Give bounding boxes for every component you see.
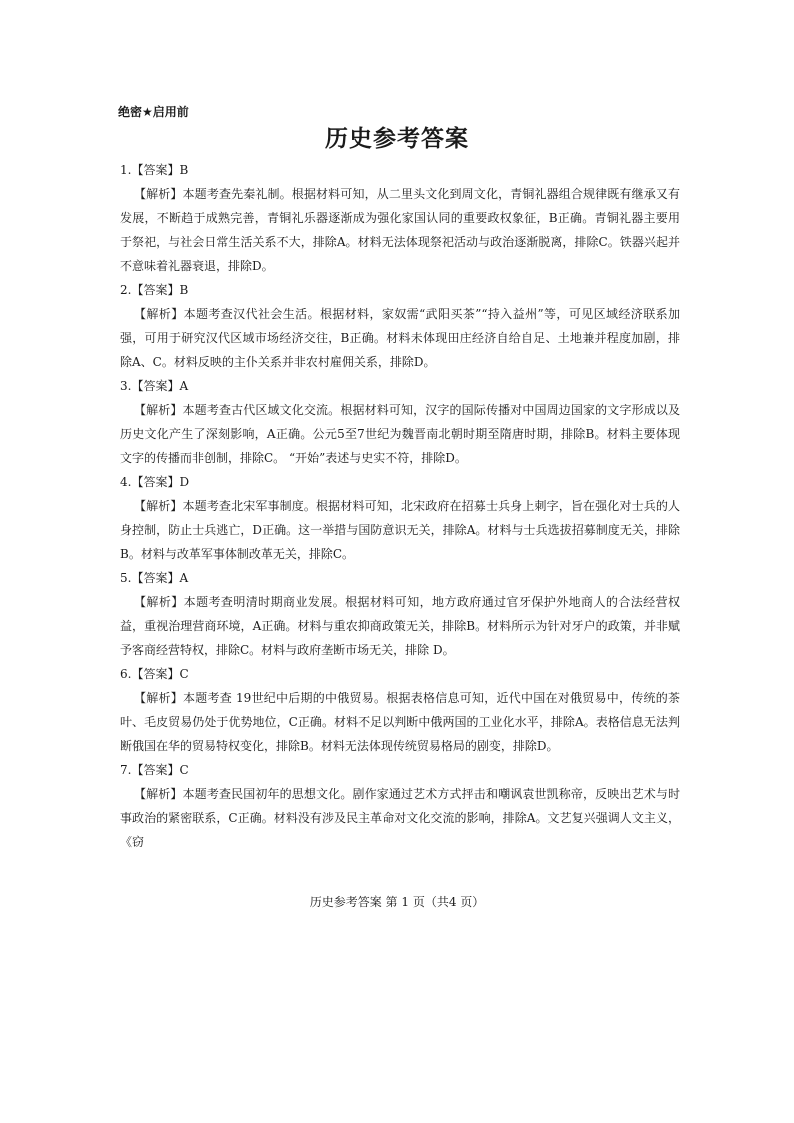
analysis-text: 【解析】本题考查明清时期商业发展。根据材料可知，地方政府通过官牙保护外地商人的合法经营权益，重视治理营商环境，A正确。材料与重农抑商政策无关，排除B。材料所示为针对牙户的政策，并非赋予客商经营特权，排除C。材料与政府垄断市场无关，排除 D。 bbox=[120, 595, 680, 657]
analysis-text: 【解析】本题考查汉代社会生活。根据材料，家奴需“武阳买茶”“持入益州”等，可见区域经济联系加强，可用于研究汉代区域市场经济交往，B正确。材料未体现田庄经济自给自足、土地兼并程度加剧，排除A、C。材料反映的主仆关系并非农村雇佣关系，排除D。 bbox=[120, 307, 680, 369]
question-4 bbox=[120, 470, 680, 566]
answer-line: 3.【答案】A bbox=[120, 379, 189, 393]
question-3 bbox=[120, 374, 680, 470]
analysis-text: 【解析】本题考查北宋军事制度。根据材料可知，北宋政府在招募士兵身上刺字，旨在强化对士兵的人身控制，防止士兵逃亡，D正确。这一举措与国防意识无关，排除A。材料与士兵选拔招募制度无关，排除B。材料与改革军事体制改革无关，排除C。 bbox=[120, 499, 680, 561]
question-2 bbox=[120, 278, 680, 374]
question-7 bbox=[120, 758, 680, 854]
question-6 bbox=[120, 662, 680, 758]
analysis-text: 【解析】本题考查 19世纪中后期的中俄贸易。根据表格信息可知，近代中国在对俄贸易中，传统的茶叶、毛皮贸易仍处于优势地位，C正确。材料不足以判断中俄两国的工业化水平，排除A。表格信息无法判断俄国在华的贸易特权变化，排除B。材料无法体现传统贸易格局的剧变，排除D。 bbox=[120, 691, 680, 753]
answer-line: 2.【答案】B bbox=[120, 283, 189, 297]
answer-list bbox=[120, 158, 680, 854]
analysis-text: 【解析】本题考查先秦礼制。根据材料可知，从二里头文化到周文化，青铜礼器组合规律既有继承又有发展，不断趋于成熟完善，青铜礼乐器逐渐成为强化家国认同的重要政权象征，B正确。青铜礼器主要用于祭祀，与社会日常生活关系不大，排除A。材料无法体现祭祀活动与政治逐渐脱离，排除C。铁器兴起并不意味着礼器衰退，排除D。 bbox=[120, 187, 680, 273]
answer-line: 6.【答案】C bbox=[120, 667, 189, 681]
page-footer: 历史参考答案 第 1 页（共4 页） bbox=[309, 895, 485, 909]
secret-label: 绝密★启用前 bbox=[118, 105, 189, 119]
question-5 bbox=[120, 566, 680, 662]
answer-line: 5.【答案】A bbox=[120, 571, 189, 585]
answer-line: 1.【答案】B bbox=[120, 163, 189, 177]
analysis-text: 【解析】本题考查古代区域文化交流。根据材料可知，汉字的国际传播对中国周边国家的文字形成以及历史文化产生了深刻影响，A正确。公元5至7世纪为魏晋南北朝时期至隋唐时期，排除B。材料主要体现文字的传播而非创制，排除C。 “开始”表述与史实不符，排除D。 bbox=[120, 403, 680, 465]
answer-line: 7.【答案】C bbox=[120, 763, 189, 777]
page-title: 历史参考答案 bbox=[325, 125, 469, 152]
analysis-text: 【解析】本题考查民国初年的思想文化。剧作家通过艺术方式抨击和嘲讽袁世凯称帝，反映出艺术与时事政治的紧密联系，C正确。材料没有涉及民主革命对文化交流的影响，排除A。文艺复兴强调人文主义， 《窃 bbox=[120, 787, 680, 849]
question-1 bbox=[120, 158, 680, 278]
answer-line: 4.【答案】D bbox=[120, 475, 190, 489]
